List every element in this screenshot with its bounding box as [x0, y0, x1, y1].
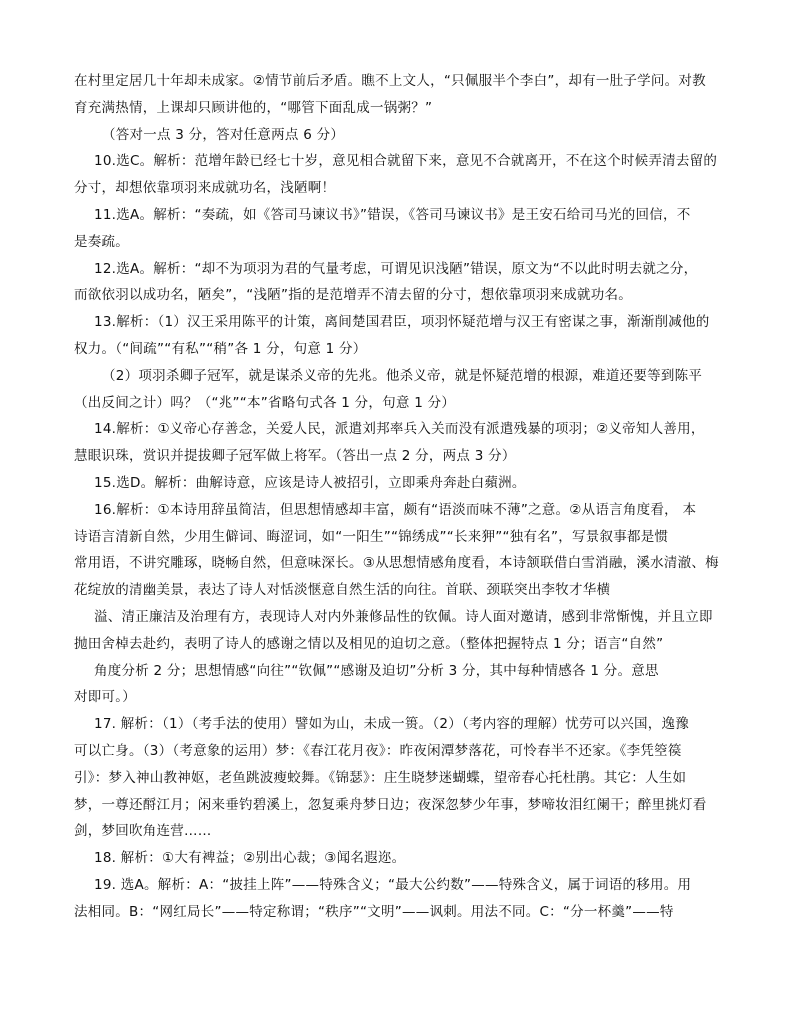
- text-line: 对即可。）: [74, 689, 136, 706]
- text-line: 法相同。B：“网红局长”——特定称谓；“秩序”“文明”——讽刺。用法不同。C：“分一杯羹”——特: [74, 903, 674, 920]
- text-line: 19. 选A。解析：A：“披挂上阵”——特殊含义；“最大公约数”——特殊含义，属于词语的移用。用: [94, 876, 692, 893]
- text-line: 花绽放的清幽美景，表达了诗人对恬淡惬意自然生活的向往。首联、颈联突出李牧才华横: [74, 582, 611, 599]
- text-line: 11.选A。解析：“奏疏，如《答司马谏议书》”错误，《答司马谏议书》是王安石给司马光的回信，不: [94, 206, 691, 223]
- text-line: （出反间之计）吗？（“兆”“本”省略句式各 1 分，句意 1 分）: [74, 394, 456, 411]
- text-line: 12.选A。解析：“却不为项羽为君的气量考虑，可谓见识浅陋”错误，原文为“不以此时明去就之分，: [94, 260, 698, 277]
- text-line: （2）项羽杀卿子冠军，就是谋杀义帝的先兆。他杀义帝，就是怀疑范增的根源，难道还要等到陈平: [102, 367, 703, 384]
- text-line: 17. 解析：（1）（考手法的使用）譬如为山，未成一篑。（2）（考内容的理解）忧劳可以兴国，逸豫: [94, 716, 689, 733]
- text-line: 是奏疏。: [74, 233, 129, 250]
- text-line: 在村里定居几十年却未成家。②情节前后矛盾。瞧不上文人，“只佩服半个李白”，却有一肚子学问。对教: [74, 73, 706, 89]
- text-line: 慧眼识珠，赏识并提拔卿子冠军做上将军。（答出一点 2 分，两点 3 分）: [74, 448, 516, 465]
- text-line: 15.选D。解析：曲解诗意，应该是诗人被招引，立即乘舟奔赴白蘋洲。: [94, 474, 526, 491]
- text-line: 抛田舍棹去赴约，表明了诗人的感谢之情以及相见的迫切之意。（整体把握特点 1 分；语言“自然”: [74, 635, 664, 652]
- text-line: 常用语，不讲究雕琢，晓畅自然，但意味深长。③从思想情感角度看，本诗颔联借白雪消融，溪水清澈、梅: [74, 555, 719, 572]
- text-line: 溢、清正廉洁及治理有方，表现诗人对内外兼修品性的钦佩。诗人面对邀请，感到非常惭愧，并且立即: [94, 608, 713, 625]
- text-line: 16.解析：①本诗用辞虽简洁，但思想情感却丰富，颇有“语淡而味不薄”之意。②从语言角度看， 本: [94, 501, 697, 518]
- text-line: 分寸，却想依靠项羽来成就功名，浅陋啊！: [74, 180, 336, 197]
- text-line: 诗语言清新自然，少用生僻词、晦涩词，如“一阳生”“锦绣成”“长来狎”“独有名”，写景叙事都是惯: [74, 528, 669, 545]
- text-line: （答对一点 3 分，答对任意两点 6 分）: [102, 126, 345, 143]
- text-line: 梦，一尊还酹江月；闲来垂钓碧溪上，忽复乘舟梦日边；夜深忽梦少年事，梦啼妆泪红阑干；醉里挑灯看: [74, 796, 707, 813]
- text-line: 育充满热情，上课却只顾讲他的，“哪管下面乱成一锅粥？”: [74, 99, 433, 116]
- text-line: 可以亡身。（3）（考意象的运用）梦：《春江花月夜》：昨夜闲潭梦落花，可怜春半不还家。《李凭箜篌: [74, 742, 682, 759]
- text-line: 10.选C。解析：范增年龄已经七十岁，意见相合就留下来，意见不合就离开，不在这个时候弄清去留的: [94, 153, 718, 170]
- text-line: 14.解析：①义帝心存善念，关爱人民，派遣刘邦率兵入关而没有派遣残暴的项羽；②义帝知人善用，: [94, 421, 705, 438]
- text-line: 引》：梦入神山教神妪，老鱼跳波瘦蛟舞。《锦瑟》：庄生晓梦迷蝴蝶，望帝春心托杜鹃。其它：人生如: [74, 769, 687, 786]
- text-line: 18. 解析：①大有裨益；②别出心裁；③闻名遐迩。: [94, 850, 406, 867]
- text-line: 权力。（“间疏”“有私”“稍”各 1 分，句意 1 分）: [74, 340, 367, 357]
- text-line: 而欲依羽以成功名，陋矣”，“浅陋”指的是范增弄不清去留的分寸，想依靠项羽来成就功名。: [74, 287, 632, 304]
- text-line: 13.解析：（1）汉王采用陈平的计策，离间楚国君臣，项羽怀疑范增与汉王有密谋之事，渐渐削减他的: [94, 314, 710, 331]
- text-line: 角度分析 2 分；思想情感“向往”“钦佩”“感谢及迫切”分析 3 分，其中每种情感各 1 分。意思: [94, 662, 659, 679]
- text-line: 剑，梦回吹角连营……: [74, 823, 212, 840]
